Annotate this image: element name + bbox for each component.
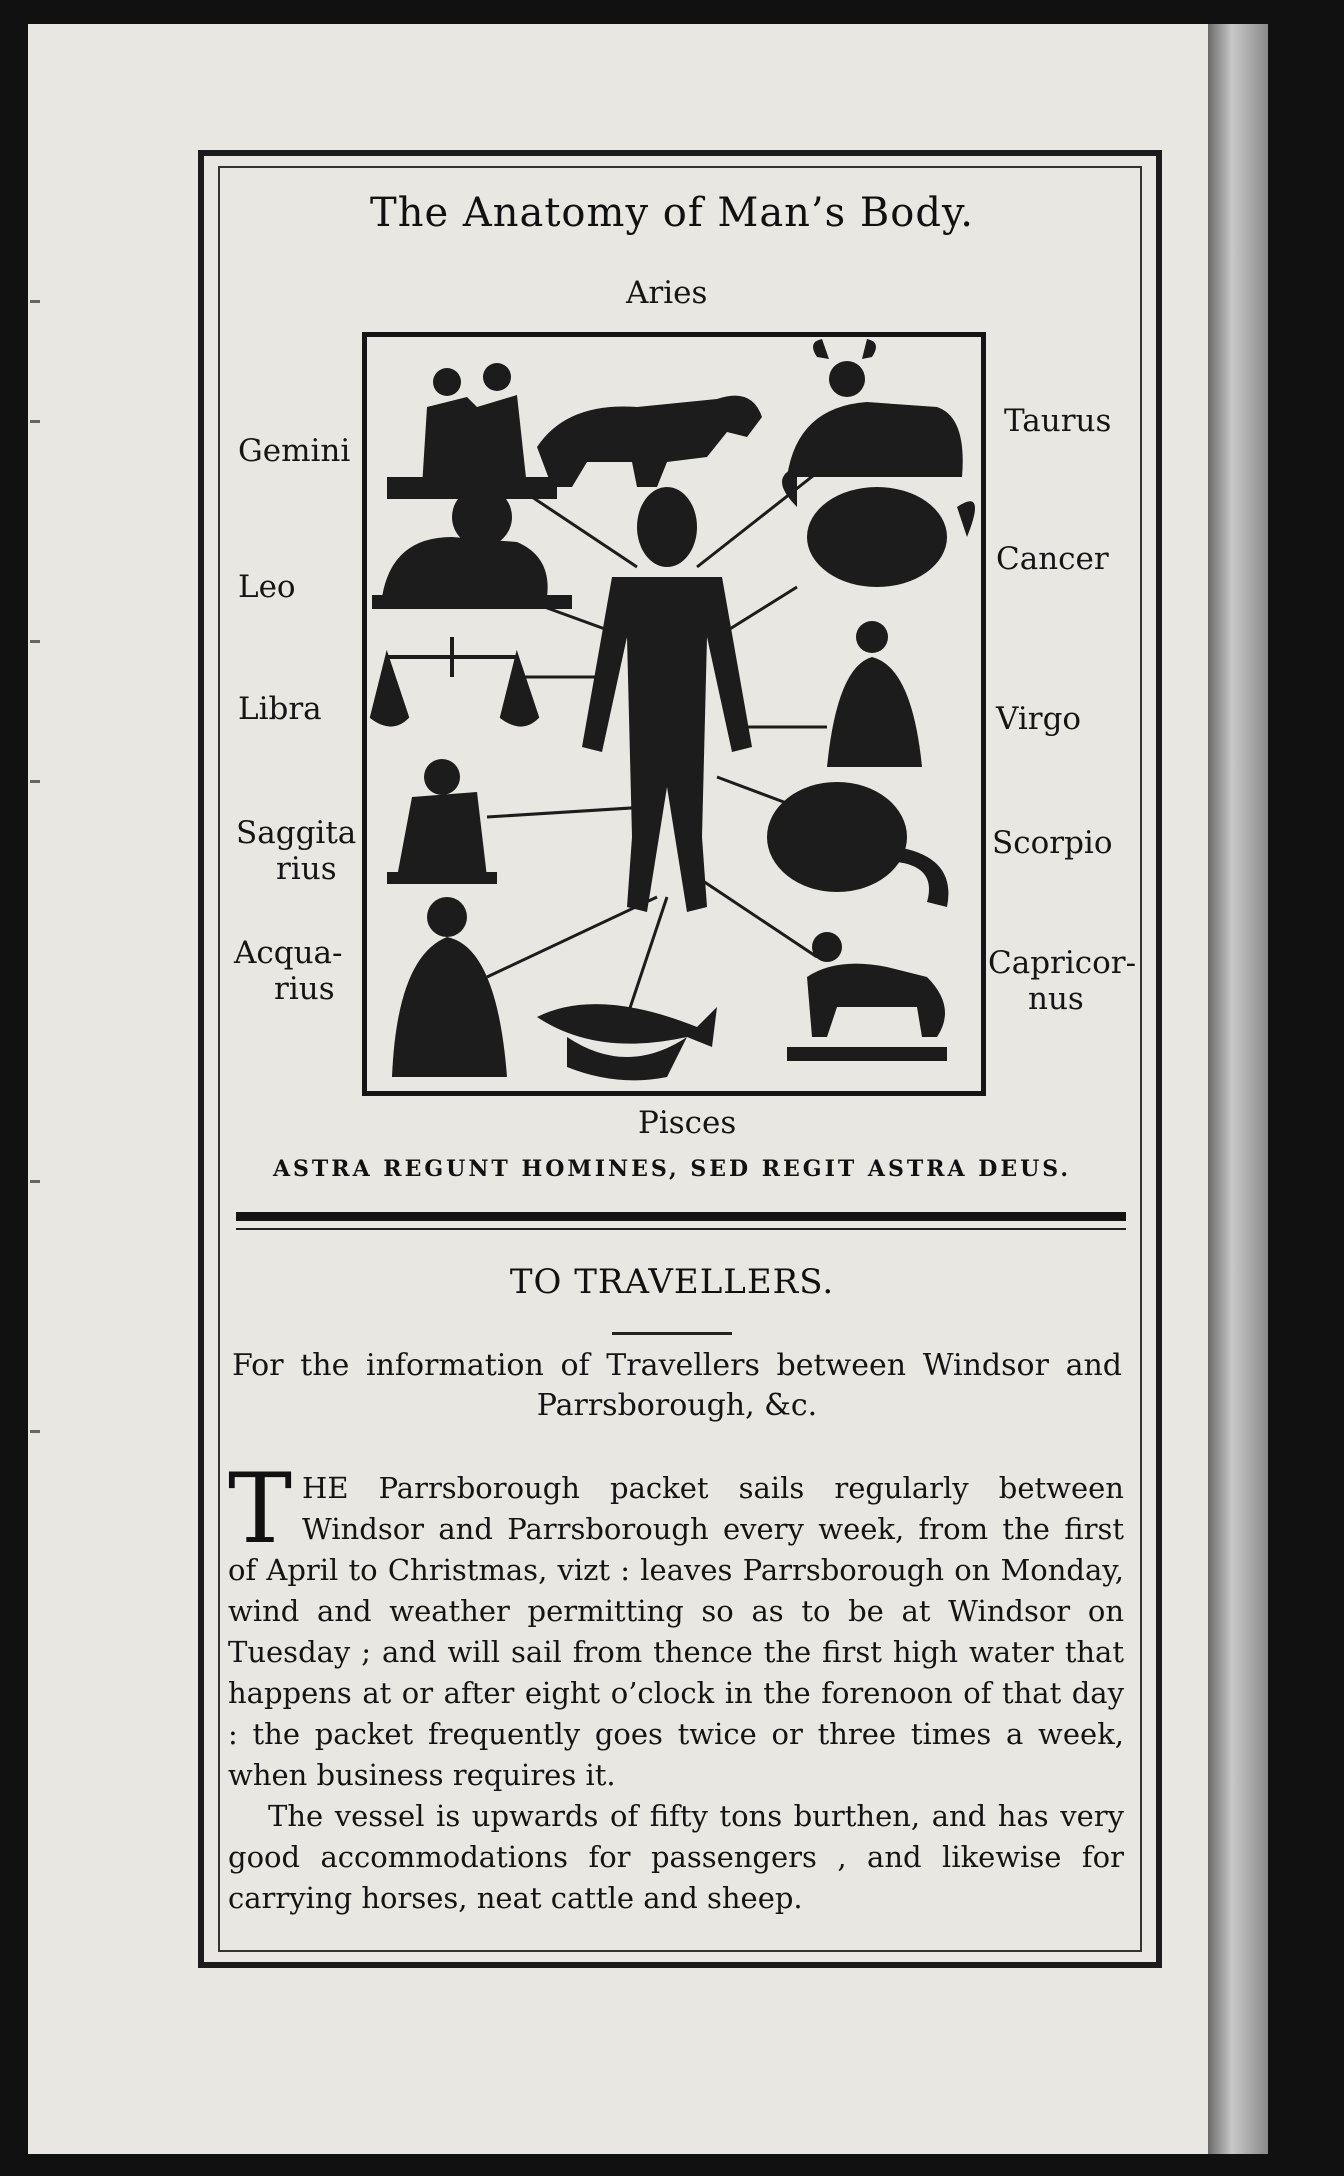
sign-saggitarius-line2: rius xyxy=(276,850,337,887)
sign-pisces: Pisces xyxy=(638,1105,737,1141)
sign-acquarius xyxy=(234,936,343,1007)
virgo-maiden-image xyxy=(827,621,922,767)
sign-saggitarius xyxy=(236,816,356,887)
taurus-bull-image xyxy=(787,339,963,477)
drop-cap: T xyxy=(228,1453,293,1565)
divider-rule-thin xyxy=(236,1228,1126,1230)
sign-capricornus xyxy=(988,946,1136,1017)
sign-acquarius-line2: rius xyxy=(274,970,335,1007)
travellers-info: For the information of Travellers between Windsor and Parrsborough, &c. xyxy=(232,1348,1122,1423)
page-edge-shadow xyxy=(1208,24,1268,2154)
sign-saggitarius-line1: Saggita xyxy=(236,815,357,851)
sign-scorpio: Scorpio xyxy=(992,825,1113,861)
cancer-crab-image xyxy=(782,467,975,587)
sign-acquarius-line1: Acqua- xyxy=(234,935,343,971)
sign-taurus: Taurus xyxy=(1004,403,1112,439)
zodiac-man-woodcut xyxy=(362,332,986,1096)
sign-virgo: Virgo xyxy=(996,701,1082,737)
scorpio-image xyxy=(767,782,948,907)
travellers-body xyxy=(228,1453,1124,1919)
anatomy-title: The Anatomy of Man’s Body. xyxy=(370,190,974,236)
sagittarius-archer-image xyxy=(387,759,497,884)
paragraph-2: The vessel is upwards of fifty tons burthen, and has very good accommodations for passengers , and likewise for carrying horses, neat cattle and sheep. xyxy=(228,1799,1124,1915)
sign-gemini: Gemini xyxy=(238,433,351,469)
aries-ram-image xyxy=(537,396,762,487)
sign-cancer: Cancer xyxy=(996,541,1109,577)
sign-libra: Libra xyxy=(238,691,322,727)
divider-rule-thick xyxy=(236,1212,1126,1221)
paragraph-1-text: HE Parrsborough packet sails regularly between Windsor and Parrsborough every week, from the first of April to Christmas, vizt : leaves Parrsborough on Monday, wind and weather permitting so as to be at Windsor on Tuesday ; and will sail from thence the first high water that happens at or after eight o’clock in the forenoon of that day : the packet frequently goes twice or three times a week, when business requires it. xyxy=(228,1471,1124,1792)
paragraph-1 xyxy=(228,1453,1124,1796)
man-figure-image xyxy=(582,487,752,912)
woodcut-illustration xyxy=(367,337,981,1091)
sign-capricornus-line1: Capricor- xyxy=(988,945,1137,981)
sign-aries: Aries xyxy=(626,275,708,311)
latin-motto: ASTRA REGUNT HOMINES, SED REGIT ASTRA DEUS. xyxy=(272,1156,1072,1182)
sign-capricornus-line2: nus xyxy=(1028,980,1084,1017)
aquarius-image xyxy=(392,897,507,1077)
sign-leo: Leo xyxy=(238,569,296,605)
travellers-heading: TO TRAVELLERS. xyxy=(509,1262,835,1302)
heading-underline xyxy=(612,1332,732,1335)
gemini-twins-image xyxy=(387,363,557,499)
libra-scales-image xyxy=(372,637,537,725)
